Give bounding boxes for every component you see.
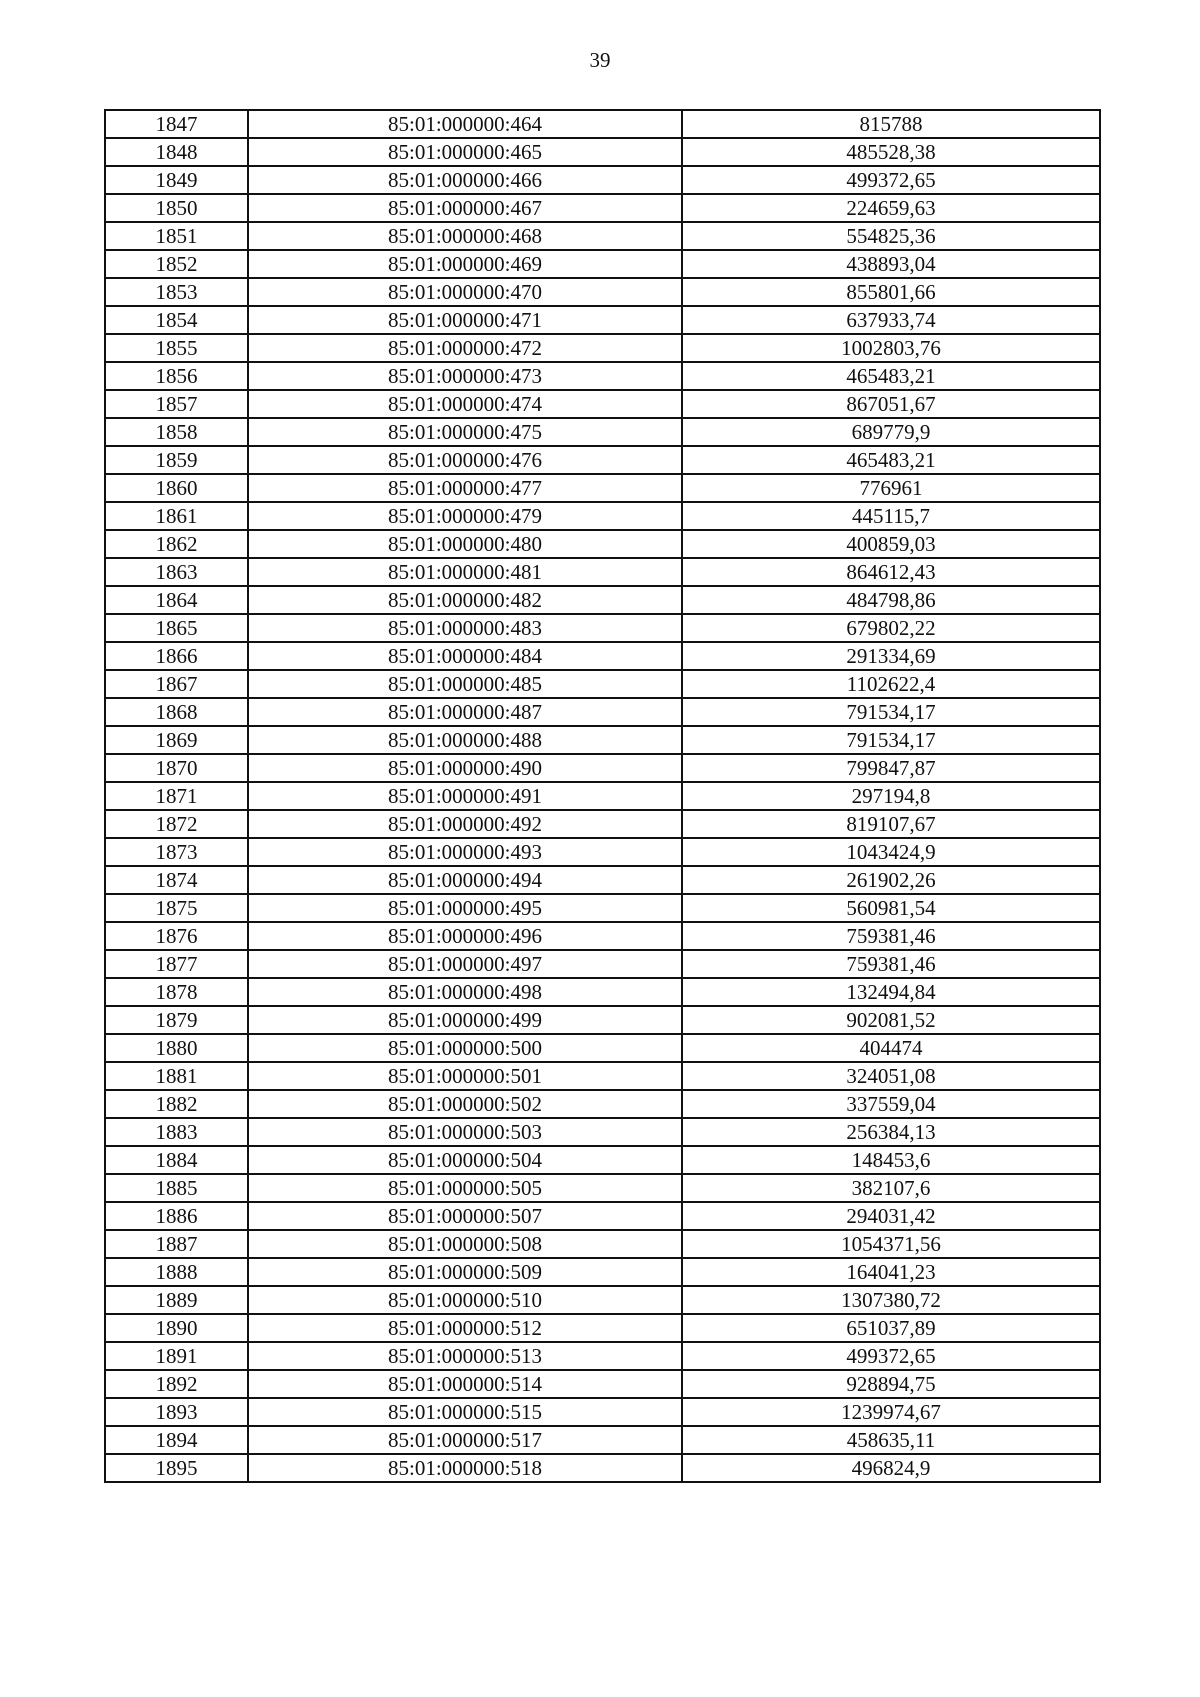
row-number-cell: 1864	[105, 586, 248, 614]
value-cell: 458635,11	[682, 1426, 1100, 1454]
value-cell: 1307380,72	[682, 1286, 1100, 1314]
row-number-cell: 1850	[105, 194, 248, 222]
value-cell: 819107,67	[682, 810, 1100, 838]
value-cell: 1102622,4	[682, 670, 1100, 698]
cadastral-number-cell: 85:01:000000:468	[248, 222, 682, 250]
row-number-cell: 1847	[105, 110, 248, 138]
value-cell: 791534,17	[682, 698, 1100, 726]
value-cell: 294031,42	[682, 1202, 1100, 1230]
table-row	[105, 950, 1100, 978]
table-row	[105, 1146, 1100, 1174]
table-row	[105, 418, 1100, 446]
value-cell: 496824,9	[682, 1454, 1100, 1482]
cadastral-number-cell: 85:01:000000:488	[248, 726, 682, 754]
row-number-cell: 1862	[105, 530, 248, 558]
row-number-cell: 1859	[105, 446, 248, 474]
row-number-cell: 1852	[105, 250, 248, 278]
value-cell: 637933,74	[682, 306, 1100, 334]
row-number-cell: 1890	[105, 1314, 248, 1342]
cadastral-number-cell: 85:01:000000:477	[248, 474, 682, 502]
row-number-cell: 1858	[105, 418, 248, 446]
cadastral-number-cell: 85:01:000000:513	[248, 1342, 682, 1370]
value-cell: 404474	[682, 1034, 1100, 1062]
cadastral-number-cell: 85:01:000000:492	[248, 810, 682, 838]
cadastral-number-cell: 85:01:000000:479	[248, 502, 682, 530]
cadastral-number-cell: 85:01:000000:493	[248, 838, 682, 866]
row-number-cell: 1849	[105, 166, 248, 194]
cadastral-number-cell: 85:01:000000:510	[248, 1286, 682, 1314]
cadastral-number-cell: 85:01:000000:496	[248, 922, 682, 950]
row-number-cell: 1887	[105, 1230, 248, 1258]
table-row	[105, 334, 1100, 362]
row-number-cell: 1869	[105, 726, 248, 754]
table-row	[105, 1454, 1100, 1482]
value-cell: 759381,46	[682, 922, 1100, 950]
cadastral-number-cell: 85:01:000000:500	[248, 1034, 682, 1062]
value-cell: 297194,8	[682, 782, 1100, 810]
cadastral-number-cell: 85:01:000000:504	[248, 1146, 682, 1174]
row-number-cell: 1891	[105, 1342, 248, 1370]
table-row	[105, 362, 1100, 390]
table-row	[105, 642, 1100, 670]
cadastral-number-cell: 85:01:000000:471	[248, 306, 682, 334]
value-cell: 465483,21	[682, 446, 1100, 474]
row-number-cell: 1885	[105, 1174, 248, 1202]
row-number-cell: 1848	[105, 138, 248, 166]
cadastral-number-cell: 85:01:000000:495	[248, 894, 682, 922]
table-row	[105, 474, 1100, 502]
table-row	[105, 110, 1100, 138]
table-row	[105, 166, 1100, 194]
value-cell: 224659,63	[682, 194, 1100, 222]
row-number-cell: 1882	[105, 1090, 248, 1118]
value-cell: 337559,04	[682, 1090, 1100, 1118]
table-row	[105, 250, 1100, 278]
cadastral-number-cell: 85:01:000000:508	[248, 1230, 682, 1258]
cadastral-number-cell: 85:01:000000:485	[248, 670, 682, 698]
cadastral-number-cell: 85:01:000000:475	[248, 418, 682, 446]
row-number-cell: 1853	[105, 278, 248, 306]
table-row	[105, 1118, 1100, 1146]
value-cell: 291334,69	[682, 642, 1100, 670]
table-row	[105, 586, 1100, 614]
value-cell: 164041,23	[682, 1258, 1100, 1286]
table-row	[105, 1090, 1100, 1118]
table-row	[105, 1286, 1100, 1314]
row-number-cell: 1892	[105, 1370, 248, 1398]
row-number-cell: 1871	[105, 782, 248, 810]
row-number-cell: 1865	[105, 614, 248, 642]
cadastral-number-cell: 85:01:000000:469	[248, 250, 682, 278]
cadastral-number-cell: 85:01:000000:509	[248, 1258, 682, 1286]
table-row	[105, 502, 1100, 530]
table-row	[105, 138, 1100, 166]
row-number-cell: 1851	[105, 222, 248, 250]
row-number-cell: 1886	[105, 1202, 248, 1230]
row-number-cell: 1856	[105, 362, 248, 390]
cadastral-number-cell: 85:01:000000:473	[248, 362, 682, 390]
row-number-cell: 1855	[105, 334, 248, 362]
row-number-cell: 1876	[105, 922, 248, 950]
value-cell: 554825,36	[682, 222, 1100, 250]
row-number-cell: 1868	[105, 698, 248, 726]
row-number-cell: 1881	[105, 1062, 248, 1090]
table-row	[105, 1006, 1100, 1034]
row-number-cell: 1866	[105, 642, 248, 670]
cadastral-number-cell: 85:01:000000:512	[248, 1314, 682, 1342]
value-cell: 776961	[682, 474, 1100, 502]
value-cell: 445115,7	[682, 502, 1100, 530]
row-number-cell: 1861	[105, 502, 248, 530]
value-cell: 679802,22	[682, 614, 1100, 642]
cadastral-number-cell: 85:01:000000:503	[248, 1118, 682, 1146]
table-row	[105, 278, 1100, 306]
row-number-cell: 1877	[105, 950, 248, 978]
table-row	[105, 1202, 1100, 1230]
row-number-cell: 1883	[105, 1118, 248, 1146]
value-cell: 382107,6	[682, 1174, 1100, 1202]
value-cell: 438893,04	[682, 250, 1100, 278]
table-row	[105, 614, 1100, 642]
row-number-cell: 1857	[105, 390, 248, 418]
value-cell: 132494,84	[682, 978, 1100, 1006]
row-number-cell: 1893	[105, 1398, 248, 1426]
page-number: 39	[589, 48, 611, 72]
cadastral-number-cell: 85:01:000000:482	[248, 586, 682, 614]
value-cell: 499372,65	[682, 1342, 1100, 1370]
value-cell: 499372,65	[682, 166, 1100, 194]
value-cell: 261902,26	[682, 866, 1100, 894]
row-number-cell: 1875	[105, 894, 248, 922]
value-cell: 560981,54	[682, 894, 1100, 922]
value-cell: 465483,21	[682, 362, 1100, 390]
row-number-cell: 1863	[105, 558, 248, 586]
row-number-cell: 1867	[105, 670, 248, 698]
row-number-cell: 1888	[105, 1258, 248, 1286]
table-row	[105, 1426, 1100, 1454]
row-number-cell: 1870	[105, 754, 248, 782]
table-row	[105, 782, 1100, 810]
registry-table-body	[105, 110, 1100, 1482]
cadastral-number-cell: 85:01:000000:487	[248, 698, 682, 726]
row-number-cell: 1884	[105, 1146, 248, 1174]
cadastral-number-cell: 85:01:000000:491	[248, 782, 682, 810]
row-number-cell: 1860	[105, 474, 248, 502]
cadastral-number-cell: 85:01:000000:476	[248, 446, 682, 474]
table-row	[105, 1258, 1100, 1286]
cadastral-number-cell: 85:01:000000:505	[248, 1174, 682, 1202]
value-cell: 484798,86	[682, 586, 1100, 614]
row-number-cell: 1874	[105, 866, 248, 894]
cadastral-number-cell: 85:01:000000:467	[248, 194, 682, 222]
value-cell: 1043424,9	[682, 838, 1100, 866]
table-row	[105, 1314, 1100, 1342]
table-row	[105, 670, 1100, 698]
value-cell: 324051,08	[682, 1062, 1100, 1090]
value-cell: 902081,52	[682, 1006, 1100, 1034]
table-row	[105, 1174, 1100, 1202]
cadastral-number-cell: 85:01:000000:502	[248, 1090, 682, 1118]
table-row	[105, 754, 1100, 782]
cadastral-number-cell: 85:01:000000:483	[248, 614, 682, 642]
value-cell: 689779,9	[682, 418, 1100, 446]
registry-table	[104, 109, 1101, 1483]
cadastral-number-cell: 85:01:000000:472	[248, 334, 682, 362]
table-row	[105, 810, 1100, 838]
table-row	[105, 530, 1100, 558]
cadastral-number-cell: 85:01:000000:514	[248, 1370, 682, 1398]
cadastral-number-cell: 85:01:000000:474	[248, 390, 682, 418]
value-cell: 1239974,67	[682, 1398, 1100, 1426]
value-cell: 864612,43	[682, 558, 1100, 586]
table-row	[105, 922, 1100, 950]
row-number-cell: 1873	[105, 838, 248, 866]
cadastral-number-cell: 85:01:000000:517	[248, 1426, 682, 1454]
value-cell: 651037,89	[682, 1314, 1100, 1342]
cadastral-number-cell: 85:01:000000:498	[248, 978, 682, 1006]
row-number-cell: 1854	[105, 306, 248, 334]
row-number-cell: 1879	[105, 1006, 248, 1034]
value-cell: 867051,67	[682, 390, 1100, 418]
cadastral-number-cell: 85:01:000000:480	[248, 530, 682, 558]
row-number-cell: 1872	[105, 810, 248, 838]
value-cell: 928894,75	[682, 1370, 1100, 1398]
value-cell: 1002803,76	[682, 334, 1100, 362]
table-row	[105, 1062, 1100, 1090]
cadastral-number-cell: 85:01:000000:466	[248, 166, 682, 194]
cadastral-number-cell: 85:01:000000:484	[248, 642, 682, 670]
value-cell: 148453,6	[682, 1146, 1100, 1174]
table-row	[105, 1370, 1100, 1398]
value-cell: 485528,38	[682, 138, 1100, 166]
cadastral-number-cell: 85:01:000000:501	[248, 1062, 682, 1090]
row-number-cell: 1895	[105, 1454, 248, 1482]
cadastral-number-cell: 85:01:000000:465	[248, 138, 682, 166]
table-row	[105, 1230, 1100, 1258]
table-row	[105, 1342, 1100, 1370]
cadastral-number-cell: 85:01:000000:497	[248, 950, 682, 978]
value-cell: 400859,03	[682, 530, 1100, 558]
value-cell: 256384,13	[682, 1118, 1100, 1146]
table-row	[105, 1034, 1100, 1062]
cadastral-number-cell: 85:01:000000:518	[248, 1454, 682, 1482]
table-row	[105, 866, 1100, 894]
table-row	[105, 698, 1100, 726]
value-cell: 815788	[682, 110, 1100, 138]
value-cell: 1054371,56	[682, 1230, 1100, 1258]
row-number-cell: 1894	[105, 1426, 248, 1454]
table-row	[105, 558, 1100, 586]
cadastral-number-cell: 85:01:000000:464	[248, 110, 682, 138]
cadastral-number-cell: 85:01:000000:499	[248, 1006, 682, 1034]
table-row	[105, 194, 1100, 222]
cadastral-number-cell: 85:01:000000:515	[248, 1398, 682, 1426]
cadastral-number-cell: 85:01:000000:470	[248, 278, 682, 306]
table-row	[105, 222, 1100, 250]
table-row	[105, 446, 1100, 474]
value-cell: 799847,87	[682, 754, 1100, 782]
table-row	[105, 838, 1100, 866]
row-number-cell: 1889	[105, 1286, 248, 1314]
table-row	[105, 978, 1100, 1006]
value-cell: 855801,66	[682, 278, 1100, 306]
table-row	[105, 726, 1100, 754]
row-number-cell: 1878	[105, 978, 248, 1006]
cadastral-number-cell: 85:01:000000:494	[248, 866, 682, 894]
cadastral-number-cell: 85:01:000000:490	[248, 754, 682, 782]
table-row	[105, 390, 1100, 418]
cadastral-number-cell: 85:01:000000:481	[248, 558, 682, 586]
table-row	[105, 1398, 1100, 1426]
cadastral-number-cell: 85:01:000000:507	[248, 1202, 682, 1230]
value-cell: 759381,46	[682, 950, 1100, 978]
row-number-cell: 1880	[105, 1034, 248, 1062]
value-cell: 791534,17	[682, 726, 1100, 754]
table-row	[105, 306, 1100, 334]
table-row	[105, 894, 1100, 922]
